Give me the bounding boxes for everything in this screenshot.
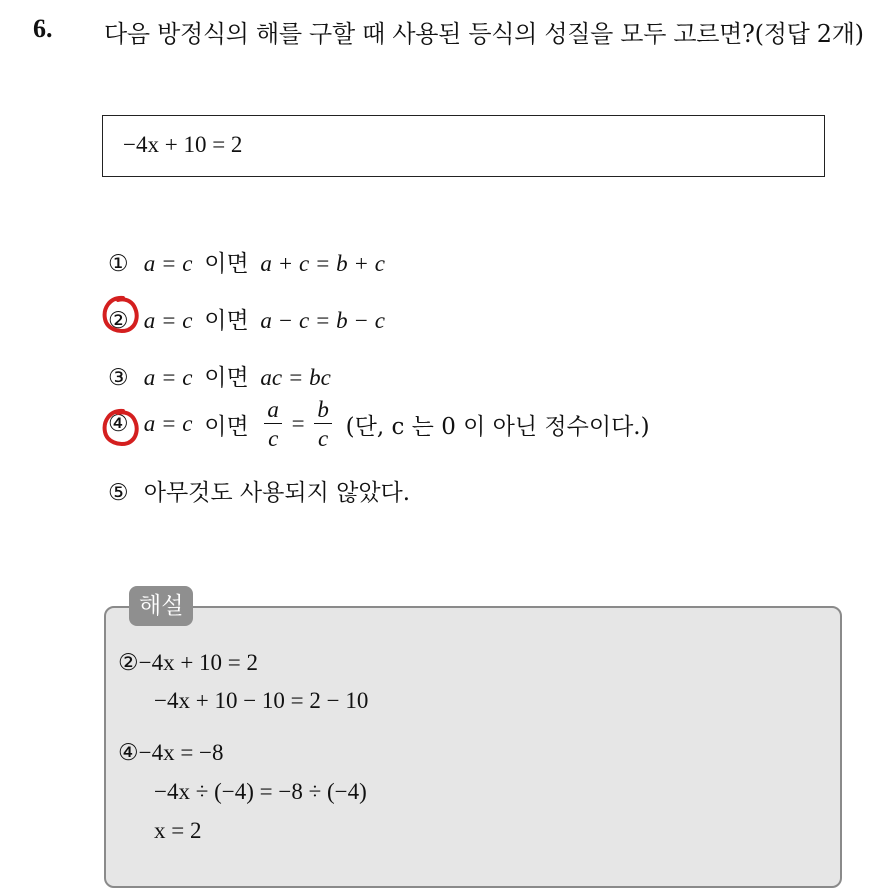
solution-line-3: ④−4x = −8 — [118, 740, 224, 765]
solution-line-5: x = 2 — [154, 818, 202, 843]
choice-result: ac = bc — [260, 365, 331, 390]
choice-word: 이면 — [204, 308, 249, 334]
choice-mark: ③ — [108, 365, 129, 390]
choice-text: 아무것도 사용되지 않았다. — [143, 480, 411, 506]
choice-result: a − c = b − c — [260, 308, 385, 333]
choice-word: 이면 — [204, 365, 249, 391]
choice-1[interactable] — [108, 245, 385, 278]
equation-box — [102, 115, 825, 177]
choice-condition: a = c — [143, 308, 193, 333]
choice-2[interactable] — [108, 302, 385, 335]
answer-circle-icon — [101, 408, 141, 448]
fraction-equals: = — [291, 411, 305, 436]
choice-word: 이면 — [204, 413, 249, 440]
choice-word: 이면 — [204, 251, 249, 277]
solution-line-4: −4x ÷ (−4) = −8 ÷ (−4) — [154, 779, 367, 804]
answer-circle-icon — [101, 295, 141, 335]
solution-tag: 해설 — [129, 586, 193, 626]
choice-mark: ④ — [108, 411, 129, 436]
choice-mark: ① — [108, 251, 129, 276]
choice-note: (단, c 는 0 이 아닌 정수이다.) — [345, 413, 650, 440]
choice-result: a + c = b + c — [260, 251, 385, 276]
solution-line-2: −4x + 10 − 10 = 2 − 10 — [154, 688, 369, 713]
fraction-right: $\frac{b}{c}$ — [314, 398, 332, 450]
fraction-left: $\frac{a}{c}$ — [264, 398, 282, 450]
choice-mark: ② — [108, 308, 129, 333]
choice-condition: a = c — [143, 365, 193, 390]
solution-line-1: ②−4x + 10 = 2 — [118, 650, 259, 675]
choice-mark: ⑤ — [108, 480, 129, 505]
question-text: 다음 방정식의 해를 구할 때 사용된 등식의 성질을 모두 고르면?(정답 2개) — [104, 20, 864, 48]
equation: −4x + 10 = 2 — [123, 132, 243, 157]
question-number: 6. — [33, 14, 53, 43]
choice-4[interactable] — [108, 398, 650, 450]
choice-3[interactable] — [108, 359, 331, 392]
choice-condition: a = c — [143, 251, 193, 276]
choice-condition: a = c — [143, 411, 193, 436]
choice-5[interactable] — [108, 474, 410, 507]
